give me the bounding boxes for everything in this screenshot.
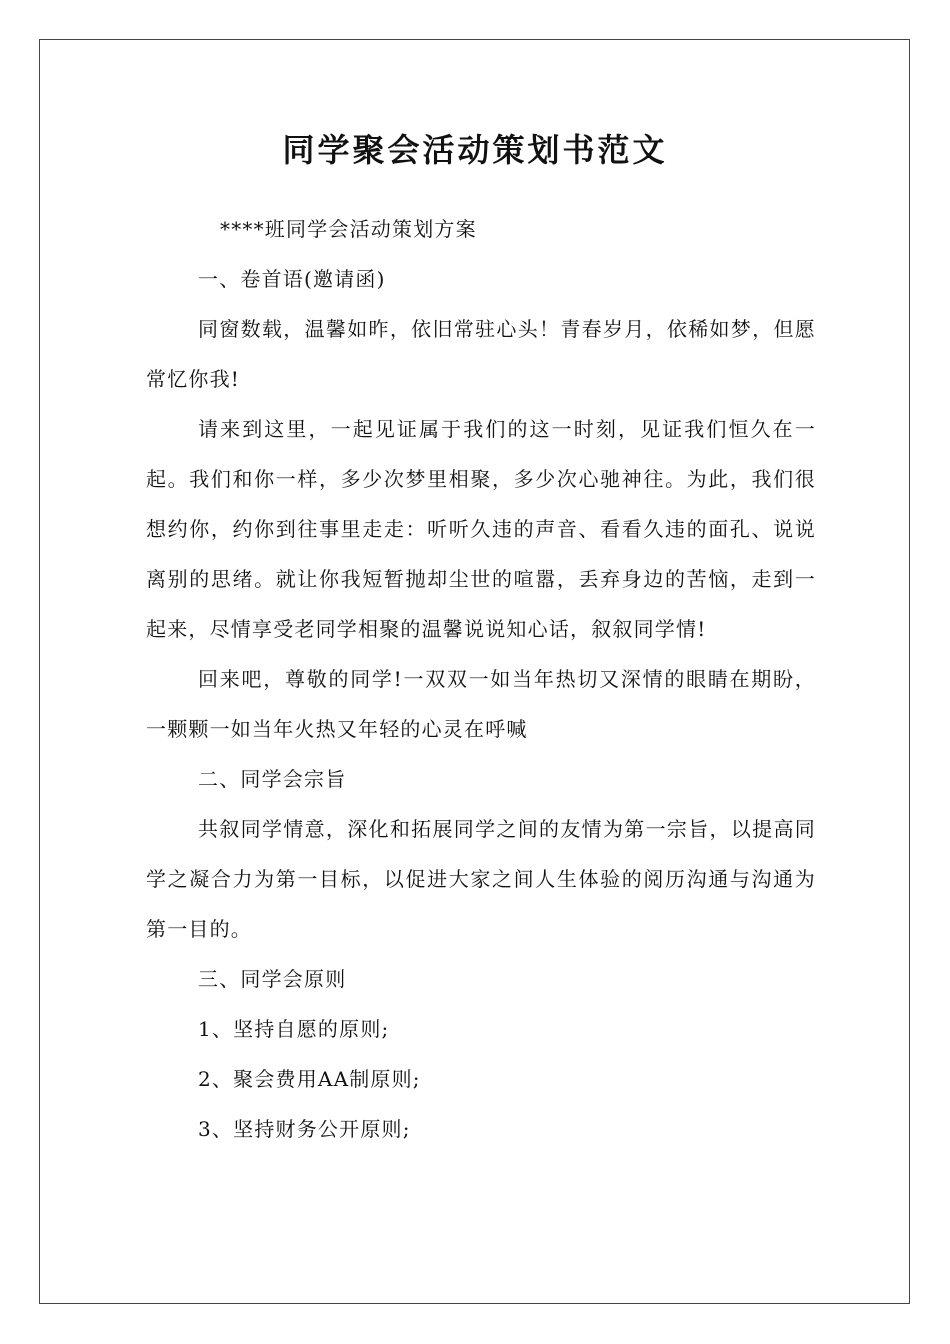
paragraph-come-back: 回来吧，尊敬的同学!一双双一如当年热切又深情的眼睛在期盼，一颗颗一如当年火热又年轻的心灵在呼喊	[146, 667, 816, 741]
principle-item: 1、坚持自愿的原则;	[198, 1017, 390, 1041]
document-body	[146, 204, 816, 1154]
document-title: 同学聚会活动策划书范文	[282, 131, 668, 169]
section-heading-principles: 三、同学会原则	[198, 967, 347, 991]
principle-item: 3、坚持财务公开原则;	[198, 1117, 411, 1141]
section-heading-preface: 一、卷首语(邀请函)	[198, 267, 386, 291]
principle-item: 2、聚会费用AA制原则;	[198, 1067, 421, 1091]
paragraph-greeting: 同窗数载，温馨如昨，依旧常驻心头！青春岁月，依稀如梦，但愿常忆你我!	[146, 317, 816, 391]
paragraph-purpose: 共叙同学情意，深化和拓展同学之间的友情为第一宗旨，以提高同学之凝合力为第一目标，以促进大家之间人生体验的阅历沟通与沟通为第一目的。	[146, 817, 816, 941]
paragraph-invitation: 请来到这里，一起见证属于我们的这一时刻，见证我们恒久在一起。我们和你一样，多少次梦里相聚，多少次心驰神往。为此，我们很想约你，约你到往事里走走：听听久违的声音、看看久违的面孔、说说离别的思绪。就让你我短暂抛却尘世的喧嚣，丢弃身边的苦恼，走到一起来，尽情享受老同学相聚的温馨说说知心话，叙叙同学情!	[146, 417, 816, 641]
plan-subtitle: ****班同学会活动策划方案	[220, 217, 477, 241]
section-heading-purpose: 二、同学会宗旨	[198, 767, 347, 791]
